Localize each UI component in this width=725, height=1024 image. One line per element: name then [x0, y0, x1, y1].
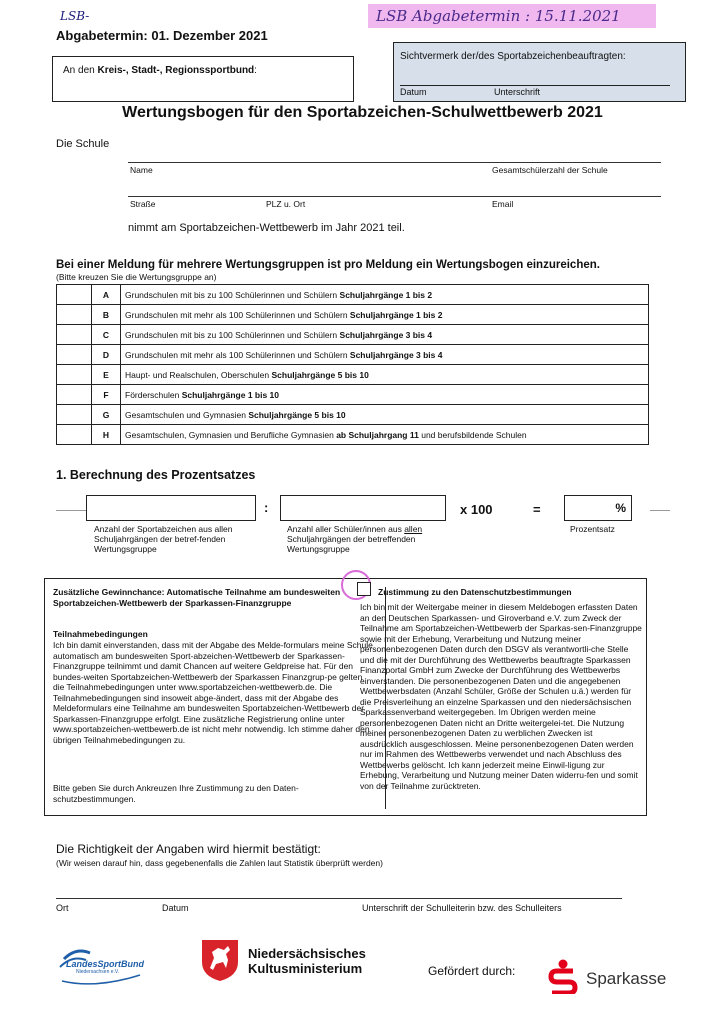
sponsored-by: Gefördert durch:	[428, 964, 516, 978]
email-label: Email	[492, 199, 514, 209]
group-description: Grundschulen mit mehr als 100 Schülerinnen und Schülern Schuljahrgänge 3 bis 4	[121, 345, 649, 365]
consent-text: Ich bin mit der Weitergabe meiner in diesem Meldebogen erfassten Daten an den Deutschen Sparkassen- und Giroverband e.V. zum Zweck der Teilnahme am Sportabzeichen-Wettbewerb der Sparkas-sen-Finanzgruppe sowie mit der Erhebung, Verarbeitung und Nutzung meiner personenbezogenen Daten durch den DSGV als verantwortli-che Stelle und die mit der Durchführung des Wettbewerbs beauftragte Sparkassen Finanzportal GmbH zum Zwecke der Durchführung des Wettbewerbs einverstanden. Die personenbezogenen Daten und die angegebenen Wettbewerbsdaten (Anzahl Schüler, Größe der Schulen u.ä.) werden für die Preisverleihung an einzelne Sparkassen und den niedersächsischen Sparkassenverband weitergegeben. Im Übrigen werden meine personenbezogenen Daten nicht an Dritte weitergelei-tet. Die Nutzung meiner personenbezogenen Daten zu werblichen Zwecken ist ausdrücklich ausgeschlossen. Meine personenbezogenen Daten werden nur im Rahmen des Wettbewerbs verwendet und nach Abschluss des Wettbewerbs gelöscht. Ich kann jederzeit meine Einwil-ligung zur Erhebung, Verarbeitung und Nutzung meiner Daten widerru-fen und somit von der Teilnahme zurücktreten.	[360, 602, 642, 791]
participation-text: nimmt am Sportabzeichen-Wettbewerb im Jahr 2021 teil.	[128, 222, 405, 234]
group-description: Gesamtschulen und Gymnasien Schuljahrgänge 5 bis 10	[121, 405, 649, 425]
horse-crest-icon	[200, 938, 240, 982]
equals-sign: =	[533, 502, 541, 517]
bonus-consent-box	[44, 578, 647, 816]
sparkasse-wordmark: Sparkasse	[586, 969, 667, 988]
calc-separator-left	[56, 510, 86, 511]
niedersachsen-crest	[200, 938, 240, 987]
landessportbund-logo	[56, 945, 146, 985]
school-address-line[interactable]	[128, 196, 661, 197]
group-letter: E	[92, 365, 121, 385]
badge-count-input[interactable]	[86, 495, 256, 521]
table-row	[57, 385, 649, 405]
school-label: Die Schule	[56, 138, 110, 150]
table-row	[57, 305, 649, 325]
ministry-line-2: Kultusministerium	[248, 961, 363, 976]
plz-label: PLZ u. Ort	[266, 199, 306, 209]
group-checkbox-g[interactable]	[57, 405, 92, 425]
conditions-title: Teilnahmebedingungen	[53, 629, 148, 639]
table-row	[57, 365, 649, 385]
group-checkbox-h[interactable]	[57, 425, 92, 445]
handwritten-lsb-note: LSB-	[60, 9, 90, 23]
table-row	[57, 425, 649, 445]
address-label: An den Kreis-, Stadt-, Regionssportbund:	[63, 65, 257, 76]
school-name-line[interactable]	[128, 162, 661, 163]
principal-signature-label: Unterschrift der Schulleiterin bzw. des Schulleiters	[362, 903, 562, 913]
visa-box	[393, 42, 686, 102]
table-row	[57, 285, 649, 305]
consent-checkbox[interactable]	[357, 582, 371, 596]
group-checkbox-e[interactable]	[57, 365, 92, 385]
badge-count-label: Anzahl der Sportabzeichen aus allen Schuljahrgängen der betref-fenden Wertungsgruppe	[94, 524, 233, 554]
consent-title: Zustimmung zu den Datenschutzbestimmungen	[378, 587, 572, 597]
student-count-label: Anzahl aller Schüler/innen aus allen Schuljahrgängen der betreffenden Wertungsgruppe	[287, 524, 423, 554]
group-checkbox-c[interactable]	[57, 325, 92, 345]
group-description: Grundschulen mit bis zu 100 Schülerinnen und Schülern Schuljahrgänge 3 bis 4	[121, 325, 649, 345]
handwritten-deadline-note: LSB Abgabetermin : 15.11.2021	[368, 4, 656, 28]
group-letter: F	[92, 385, 121, 405]
visa-signature-line[interactable]	[400, 85, 670, 86]
table-row	[57, 405, 649, 425]
group-description: Haupt- und Realschulen, Oberschulen Schuljahrgänge 5 bis 10	[121, 365, 649, 385]
percent-label: Prozentsatz	[570, 524, 615, 534]
visa-title: Sichtvermerk der/des Sportabzeichenbeauftragten:	[400, 51, 626, 62]
calc-separator-right	[650, 510, 670, 511]
times-hundred: x 100	[460, 502, 493, 517]
signature-line[interactable]	[56, 898, 622, 899]
lsb-logo-name: LandesSportBund	[66, 959, 144, 969]
calc-heading: 1. Berechnung des Prozentsatzes	[56, 468, 256, 482]
address-box[interactable]	[52, 56, 354, 102]
group-letter: C	[92, 325, 121, 345]
confirm-note: (Wir weisen darauf hin, dass gegebenenfalls die Zahlen laut Statistik überprüft werden)	[56, 858, 383, 868]
ministry-name	[248, 946, 366, 976]
groups-hint: (Bitte kreuzen Sie die Wertungsgruppe an)	[56, 272, 217, 282]
percent-input[interactable]	[564, 495, 632, 521]
conditions-text: Ich bin damit einverstanden, dass mit der Abgabe des Melde-formulars meine Schule automatisch am bundesweiten Sport-abzeichen-Wettbewerb der Sparkassen-Finanzgruppe teilnimmt und damit Chancen auf weitere Geldpreise hat. Für den bundes-weiten Sportabzeichen-Wettbewerb der Sparkassen Finanzgrup-pe gelten die Teilnahmebedingungen unter www.sportabzeichen-wettbewerb.de. Die Teilnahmebedingungen sind insoweit abge-ändert, dass mit der Abgabe des Meldeformulars eine Teilnahme am bundesweiten Sportabzeichen-Wettbewerb der Sparkassen-Finanzgruppe erfolgt. Eine zusätzliche Registrierung online unter www.sportabzeichen-wettbewerb.de ist nicht mehr notwendig. Ich stimme daher den übrigen Teilnahmebedingungen zu.	[53, 640, 373, 745]
group-description: Gesamtschulen, Gymnasien und Berufliche Gymnasien ab Schuljahrgang 11 und berufsbildende Schulen	[121, 425, 649, 445]
datum-label: Datum	[162, 903, 189, 913]
groups-heading: Bei einer Meldung für mehrere Wertungsgruppen ist pro Meldung ein Wertungsbogen einzureichen.	[56, 259, 600, 271]
ministry-line-1: Niedersächsisches	[248, 946, 366, 961]
lsb-logo-subline: Niedersachsen e.V.	[76, 969, 120, 975]
group-letter: H	[92, 425, 121, 445]
group-description: Grundschulen mit mehr als 100 Schülerinnen und Schülern Schuljahrgänge 1 bis 2	[121, 305, 649, 325]
school-total-label: Gesamtschülerzahl der Schule	[492, 165, 608, 175]
group-checkbox-d[interactable]	[57, 345, 92, 365]
group-checkbox-f[interactable]	[57, 385, 92, 405]
group-description: Grundschulen mit bis zu 100 Schülerinnen und Schülern Schuljahrgänge 1 bis 2	[121, 285, 649, 305]
group-letter: G	[92, 405, 121, 425]
page-title: Wertungsbogen für den Sportabzeichen-Schulwettbewerb 2021	[122, 104, 603, 121]
school-name-label: Name	[130, 165, 153, 175]
group-letter: B	[92, 305, 121, 325]
student-count-input[interactable]	[280, 495, 446, 521]
consent-request: Bitte geben Sie durch Ankreuzen Ihre Zustimmung zu den Daten-schutzbestimmungen.	[53, 783, 299, 804]
group-letter: A	[92, 285, 121, 305]
groups-table	[56, 284, 649, 445]
confirm-title: Die Richtigkeit der Angaben wird hiermit bestätigt:	[56, 842, 321, 856]
street-label: Straße	[130, 199, 156, 209]
group-checkbox-a[interactable]	[57, 285, 92, 305]
percent-sign: %	[615, 501, 626, 515]
visa-date-label: Datum	[400, 87, 427, 97]
table-row	[57, 325, 649, 345]
sparkasse-s-icon	[546, 958, 580, 999]
ort-label: Ort	[56, 903, 69, 913]
group-description: Förderschulen Schuljahrgänge 1 bis 10	[121, 385, 649, 405]
table-row	[57, 345, 649, 365]
visa-signature-label: Unterschrift	[494, 87, 541, 97]
deadline: Abgabetermin: 01. Dezember 2021	[56, 28, 268, 43]
bonus-title: Zusätzliche Gewinnchance: Automatische Teilnahme am bundesweiten Sportabzeichen-Wettbewerb der Sparkassen-Finanzgruppe	[53, 587, 341, 608]
group-checkbox-b[interactable]	[57, 305, 92, 325]
group-letter: D	[92, 345, 121, 365]
divide-colon: :	[264, 500, 269, 515]
